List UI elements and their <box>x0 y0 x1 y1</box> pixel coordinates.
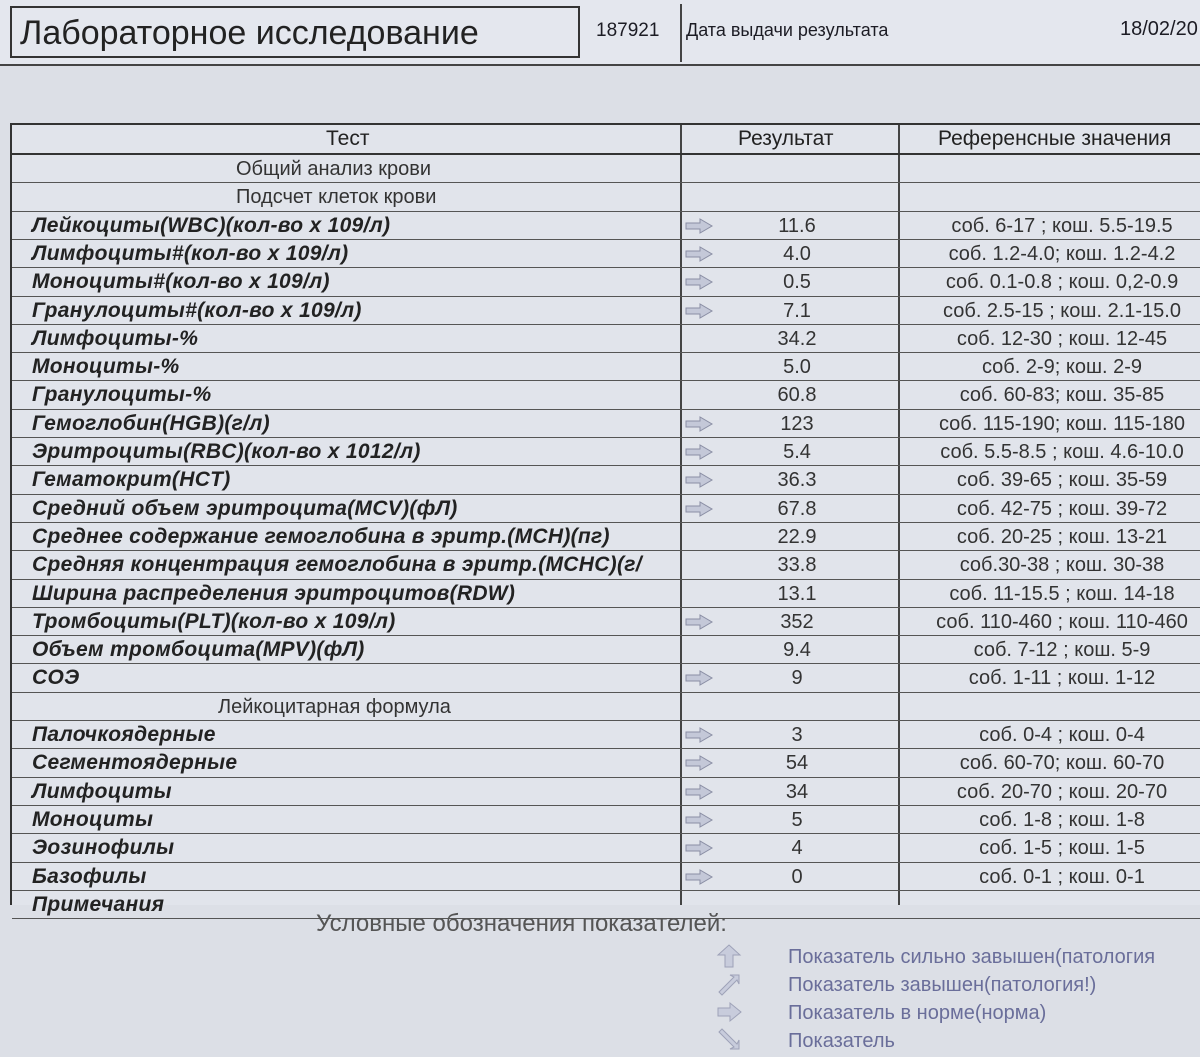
arrow-right-icon <box>684 246 714 262</box>
result-value <box>762 891 832 919</box>
reference-value: соб. 11-15.5 ; кош. 14-18 <box>949 582 1175 605</box>
table-row <box>12 580 1200 608</box>
reference-value: соб. 7-12 ; кош. 5-9 <box>973 639 1151 662</box>
table-row <box>12 466 1200 494</box>
result-value: 22.9 <box>777 525 817 548</box>
result-value: 5.0 <box>783 356 811 379</box>
test-name: Моноциты <box>32 807 154 831</box>
test-name: Лимфоциты#(кол-во x 109/л) <box>32 241 349 265</box>
table-row <box>12 410 1200 438</box>
arrow-right-icon <box>684 614 714 630</box>
report-id: 187921 <box>596 20 660 41</box>
reference-value: соб. 39-65 ; кош. 35-59 <box>956 469 1168 492</box>
result-value: 5 <box>791 808 803 831</box>
test-name: Гемоглобин(HGB)(г/л) <box>32 411 270 435</box>
table-row <box>12 863 1200 891</box>
test-name: Лимфоциты <box>32 779 172 803</box>
reference-value: соб. 1-11 ; кош. 1-12 <box>968 667 1156 690</box>
reference-value: соб. 115-190; кош. 115-180 <box>938 412 1186 435</box>
test-name: Гранулоциты#(кол-во x 109/л) <box>32 298 362 322</box>
reference-value <box>912 891 1200 919</box>
test-name: Лейкоциты(WBC)(кол-во x 109/л) <box>32 213 391 237</box>
table-row <box>12 523 1200 551</box>
arrow-right-icon <box>684 869 714 885</box>
table-row <box>12 495 1200 523</box>
result-value: 3 <box>791 724 803 746</box>
legend-item-text: Показатель в норме(норма) <box>788 1002 1047 1024</box>
result-value: 13.1 <box>777 582 817 605</box>
section-row <box>12 183 1200 211</box>
result-value: 123 <box>780 412 814 435</box>
arrow-right-icon <box>684 755 714 771</box>
test-name: Сегментоядерные <box>32 751 238 775</box>
test-name: Палочкоядерные <box>32 723 216 746</box>
test-name: Лейкоцитарная формула <box>218 695 451 718</box>
test-name: Тромбоциты(PLT)(кол-во x 109/л) <box>32 609 396 633</box>
reference-value: соб. 42-75 ; кош. 39-72 <box>956 497 1168 520</box>
table-row <box>12 834 1200 862</box>
result-value: 0.5 <box>783 271 811 294</box>
test-name: Базофилы <box>32 864 147 888</box>
arrow-right-icon <box>684 274 714 290</box>
table-row <box>12 608 1200 636</box>
test-name: Объем тромбоцита(MPV)(фЛ) <box>32 638 365 662</box>
arrow-down-icon <box>716 1028 742 1052</box>
table-row <box>12 721 1200 749</box>
arrow-right-icon <box>716 1000 742 1024</box>
reference-value: соб. 0-4 ; кош. 0-4 <box>979 724 1145 746</box>
arrow-right-icon <box>684 670 714 686</box>
issue-date-label: Дата выдачи результата <box>686 20 889 40</box>
header-result: Результат <box>738 127 834 150</box>
table-row <box>12 551 1200 579</box>
table-row <box>12 297 1200 325</box>
reference-value: соб. 0-1 ; кош. 0-1 <box>979 865 1145 888</box>
test-name: Средняя концентрация гемоглобина в эритр.(MCHC)(г/ <box>32 553 642 577</box>
table-row <box>12 381 1200 409</box>
result-value: 4.0 <box>783 242 811 265</box>
report-header <box>0 0 1200 66</box>
test-name: Среднее содержание гемоглобина в эритр.(MCH)(пг) <box>32 524 610 548</box>
table-row <box>12 353 1200 381</box>
result-value: 352 <box>780 610 814 633</box>
test-name: Эритроциты(RBC)(кол-во x 1012/л) <box>32 440 421 463</box>
reference-value: соб. 110-460 ; кош. 110-460 <box>936 610 1188 633</box>
arrow-right-icon <box>684 727 714 743</box>
reference-value: соб. 5.5-8.5 ; кош. 4.6-10.0 <box>940 441 1184 463</box>
arrow-right-icon <box>684 784 714 800</box>
test-name: Моноциты#(кол-во x 109/л) <box>32 270 330 294</box>
table-row <box>12 749 1200 777</box>
table-row <box>12 438 1200 466</box>
test-name: Моноциты-% <box>32 355 180 379</box>
result-value: 67.8 <box>777 497 817 520</box>
arrow-up-strong-icon <box>716 944 742 968</box>
reference-value: соб. 60-70; кош. 60-70 <box>959 752 1165 775</box>
table-row <box>12 664 1200 692</box>
test-name: Общий анализ крови <box>236 158 432 180</box>
table-row <box>12 268 1200 296</box>
test-name: Примечания <box>32 892 165 916</box>
arrow-right-icon <box>684 501 714 517</box>
result-value: 7.1 <box>783 299 811 322</box>
result-value: 0 <box>791 865 803 888</box>
table-row <box>12 778 1200 806</box>
results-table <box>10 123 1200 916</box>
test-name: Ширина распределения эритроцитов(RDW) <box>32 581 516 605</box>
header-test: Тест <box>326 127 370 150</box>
test-name: Лимфоциты-% <box>32 326 199 350</box>
reference-value: соб. 6-17 ; кош. 5.5-19.5 <box>951 214 1173 237</box>
arrow-up-icon <box>716 972 742 996</box>
reference-value: соб. 2-9; кош. 2-9 <box>981 356 1143 379</box>
arrow-right-icon <box>684 812 714 828</box>
reference-value: соб. 2.5-15 ; кош. 2.1-15.0 <box>943 299 1181 322</box>
arrow-right-icon <box>684 416 714 432</box>
reference-value: соб. 12-30 ; кош. 12-45 <box>956 327 1168 350</box>
arrow-right-icon <box>684 472 714 488</box>
table-row <box>12 212 1200 240</box>
result-value: 60.8 <box>777 384 817 407</box>
reference-value: соб. 20-25 ; кош. 13-21 <box>956 525 1168 548</box>
result-value: 34 <box>785 780 809 803</box>
legend-item-text: Показатель сильно завышен(патология <box>788 946 1156 968</box>
table-row <box>12 325 1200 353</box>
header-reference: Референсные значения <box>938 127 1172 150</box>
arrow-right-icon <box>684 444 714 460</box>
header-divider <box>680 4 682 62</box>
reference-value: соб. 1-8 ; кош. 1-8 <box>979 808 1145 831</box>
result-value: 11.6 <box>778 214 816 237</box>
test-name: Гранулоциты-% <box>32 383 212 407</box>
arrow-right-icon <box>684 303 714 319</box>
test-name: Гематокрит(HCT) <box>32 468 231 492</box>
legend-title: Условные обозначения показателей: <box>316 910 727 937</box>
result-value: 33.8 <box>777 554 817 577</box>
table-header-row <box>12 125 1200 153</box>
legend-item-text: Показатель завышен(патология!) <box>788 974 1097 996</box>
result-value: 36.3 <box>777 469 817 492</box>
issue-date-value: 18/02/20 <box>1120 18 1198 40</box>
test-name: Средний объем эритроцита(MCV)(фЛ) <box>32 496 458 520</box>
reference-value: соб. 20-70 ; кош. 20-70 <box>956 780 1168 803</box>
arrow-right-icon <box>684 218 714 234</box>
result-value: 54 <box>785 752 809 775</box>
table-row <box>12 806 1200 834</box>
reference-value: соб. 1-5 ; кош. 1-5 <box>979 837 1145 860</box>
reference-value: соб.30-38 ; кош. 30-38 <box>959 554 1165 577</box>
result-value: 4 <box>791 837 803 860</box>
section-row <box>12 155 1200 183</box>
section-row <box>12 693 1200 721</box>
table-row <box>12 636 1200 664</box>
test-name: СОЭ <box>32 666 80 690</box>
reference-value: соб. 0.1-0.8 ; кош. 0,2-0.9 <box>945 271 1179 294</box>
test-name: Эозинофилы <box>32 836 175 860</box>
page-title: Лабораторное исследование <box>10 6 580 58</box>
result-value: 9 <box>791 667 803 690</box>
table-row <box>12 240 1200 268</box>
result-value: 5.4 <box>783 441 811 463</box>
result-value: 9.4 <box>783 639 811 662</box>
legend-item-text: Показатель <box>788 1030 895 1052</box>
reference-value: соб. 60-83; кош. 35-85 <box>959 384 1165 407</box>
result-value: 34.2 <box>777 327 817 350</box>
reference-value: соб. 1.2-4.0; кош. 1.2-4.2 <box>948 242 1176 265</box>
arrow-right-icon <box>684 840 714 856</box>
test-name: Подсчет клеток крови <box>236 186 437 209</box>
